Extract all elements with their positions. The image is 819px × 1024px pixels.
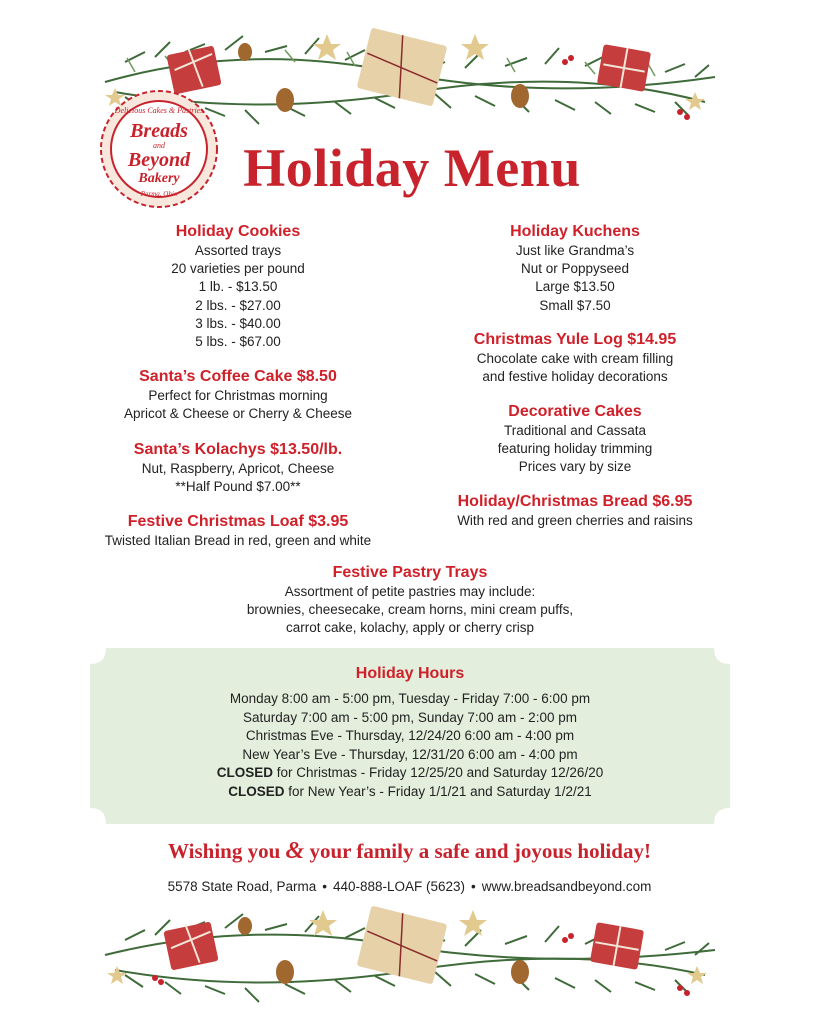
- section-line: Small $7.50: [539, 297, 611, 313]
- logo-breads: Breads: [130, 120, 188, 142]
- phone-number[interactable]: 440-888-LOAF (5623): [332, 879, 466, 894]
- section-line: 3 lbs. - $40.00: [195, 315, 281, 331]
- section-line: Prices vary by size: [518, 459, 632, 475]
- hours-line-closed-new-year: [90, 783, 730, 802]
- section-festive-pastry-trays: [160, 563, 660, 638]
- section-line: Chocolate cake with cream filling: [476, 351, 674, 366]
- contact-info: [0, 878, 819, 896]
- gift-box-icon: [590, 922, 644, 970]
- section-line: Traditional and Cassata: [503, 423, 647, 438]
- section-heading: Festive Pastry Trays: [332, 564, 488, 581]
- section-line: featuring holiday trimming: [497, 441, 653, 457]
- address: 5578 State Road, Parma: [167, 879, 317, 894]
- section-line: and festive holiday decorations: [482, 369, 668, 385]
- section-line: Just like Grandma’s: [515, 243, 635, 258]
- gift-box-icon: [597, 44, 651, 92]
- section-heading: Festive Christmas Loaf $3.95: [127, 513, 349, 530]
- section-line: Twisted Italian Bread in red, green and white: [104, 533, 372, 548]
- section-heading: Holiday/Christmas Bread $6.95: [457, 493, 693, 510]
- section-christmas-bread: [420, 492, 730, 530]
- closed-label: CLOSED: [228, 783, 285, 799]
- section-line: With red and green cherries and raisins: [457, 513, 693, 528]
- hours-line-closed-christmas: [90, 764, 730, 783]
- section-heading: Holiday Cookies: [175, 223, 301, 240]
- section-christmas-yule-log: [425, 330, 725, 386]
- section-line: **Half Pound $7.00**: [175, 479, 301, 495]
- section-heading: Santa’s Kolachys $13.50/lb.: [133, 441, 343, 458]
- hours-line: Monday 8:00 am - 5:00 pm, Tuesday - Friday 7:00 - 6:00 pm: [229, 691, 591, 706]
- section-line: Apricot & Cheese or Cherry & Cheese: [123, 406, 353, 422]
- hours-heading: Holiday Hours: [355, 665, 465, 682]
- section-line: 5 lbs. - $67.00: [195, 334, 281, 350]
- parcel-icon: [357, 27, 448, 106]
- separator: •: [471, 879, 476, 894]
- logo-location: Parma, Ohio: [140, 190, 178, 198]
- section-heading: Santa’s Coffee Cake $8.50: [139, 368, 337, 385]
- section-santas-kolachys: [88, 440, 388, 496]
- closed-label: CLOSED: [216, 765, 274, 781]
- section-holiday-cookies: [88, 222, 388, 351]
- closed-detail: for New Year’s - Friday 1/1/21 and Saturday 1/2/21: [284, 783, 592, 799]
- closed-detail: for Christmas - Friday 12/25/20 and Saturday 12/26/20: [273, 765, 604, 781]
- logo-tagline: Delicious Cakes & Pastries: [114, 106, 204, 115]
- parcel-icon: [357, 905, 448, 984]
- bakery-logo: [98, 88, 220, 210]
- section-line: 20 varieties per pound: [171, 261, 305, 277]
- section-line: Large $13.50: [535, 279, 615, 295]
- section-line: 2 lbs. - $27.00: [195, 297, 281, 313]
- hours-line: Christmas Eve - Thursday, 12/24/20 6:00 am - 4:00 pm: [245, 728, 575, 744]
- section-decorative-cakes: [425, 402, 725, 477]
- logo-beyond: Beyond: [127, 149, 191, 171]
- hours-line: New Year’s Eve - Thursday, 12/31/20 6:00 am - 4:00 pm: [242, 746, 578, 762]
- section-line: Nut or Poppyseed: [520, 261, 630, 277]
- wish-ampersand: &: [285, 838, 305, 864]
- section-heading: Decorative Cakes: [508, 403, 642, 420]
- wish-text: your family a safe and joyous holiday!: [304, 839, 651, 863]
- section-festive-christmas-loaf: [78, 512, 398, 550]
- section-line: Assortment of petite pastries may include:: [284, 584, 536, 599]
- separator: •: [322, 879, 327, 894]
- section-line: Assorted trays: [194, 243, 282, 258]
- holiday-garland-bottom: [95, 900, 725, 1010]
- section-santas-coffee-cake: [88, 367, 388, 423]
- section-heading: Christmas Yule Log $14.95: [473, 331, 677, 348]
- section-line: 1 lb. - $13.50: [198, 279, 278, 295]
- logo-and: and: [153, 141, 165, 150]
- logo-bakery: Bakery: [138, 171, 180, 186]
- section-line: Nut, Raspberry, Apricot, Cheese: [141, 461, 335, 476]
- holiday-wish: [0, 836, 819, 866]
- wish-text: Wishing you: [168, 839, 286, 863]
- section-line: carrot cake, kolachy, apply or cherry crisp: [285, 620, 535, 636]
- section-heading: Holiday Kuchens: [510, 223, 640, 240]
- section-holiday-kuchens: [425, 222, 725, 315]
- hours-line: Saturday 7:00 am - 5:00 pm, Sunday 7:00 am - 2:00 pm: [243, 709, 577, 725]
- holiday-hours: [90, 664, 730, 802]
- page-title: Holiday Menu: [243, 138, 581, 198]
- section-line: Perfect for Christmas morning: [148, 388, 328, 403]
- gift-box-icon: [163, 920, 218, 971]
- website-link[interactable]: www.breadsandbeyond.com: [481, 879, 652, 894]
- section-line: brownies, cheesecake, cream horns, mini cream puffs,: [246, 602, 574, 618]
- gift-box-icon: [166, 44, 221, 94]
